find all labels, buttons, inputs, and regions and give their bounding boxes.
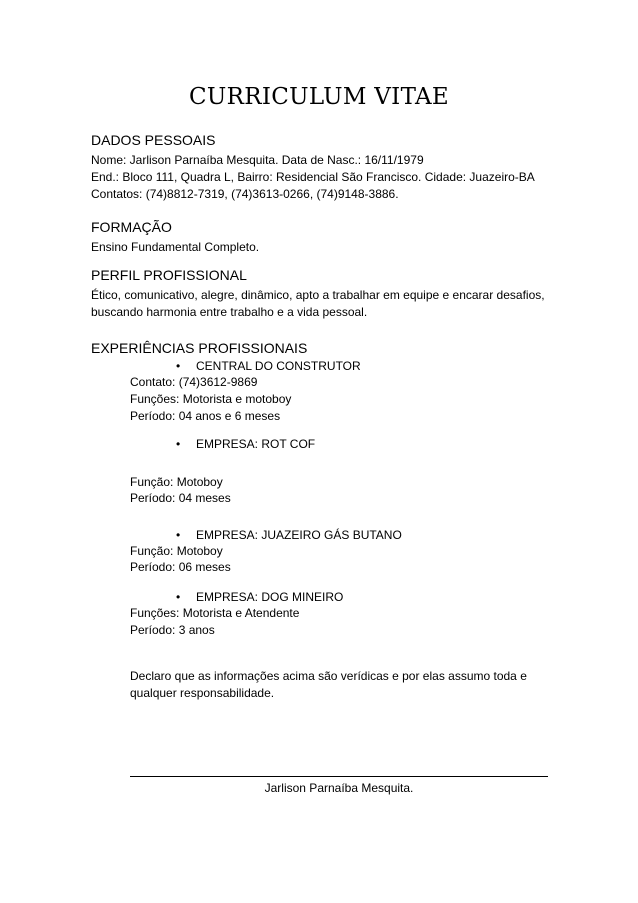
job-detail: Função: Motoboy: [130, 475, 223, 489]
job-item: [176, 437, 315, 451]
profile-line-1: Ético, comunicativo, alegre, dinâmico, apto a trabalhar em equipe e encarar desafios,: [91, 288, 545, 302]
signature-line: [130, 776, 548, 777]
bullet-icon: •: [176, 359, 181, 373]
declaration-line-2: qualquer responsabilidade.: [130, 686, 275, 700]
job-name: CENTRAL DO CONSTRUTOR: [196, 359, 361, 373]
bullet-icon: •: [176, 437, 181, 451]
job-item: [176, 359, 361, 373]
profile-line-2: buscando harmonia entre trabalho e a vida pessoal.: [91, 305, 368, 319]
job-name: EMPRESA: DOG MINEIRO: [196, 590, 344, 604]
section-heading-personal-data: DADOS PESSOAIS: [91, 132, 216, 148]
personal-name-line: Nome: Jarlison Parnaíba Mesquita. Data de Nasc.: 16/11/1979: [91, 153, 424, 167]
job-detail: Funções: Motorista e Atendente: [130, 606, 300, 620]
job-detail: Período: 04 anos e 6 meses: [130, 409, 281, 423]
job-detail: Período: 04 meses: [130, 491, 231, 505]
job-name: EMPRESA: JUAZEIRO GÁS BUTANO: [196, 528, 402, 542]
job-name: EMPRESA: ROT COF: [196, 437, 316, 451]
job-detail: Contato: (74)3612-9869: [130, 375, 258, 389]
job-detail: Período: 06 meses: [130, 560, 231, 574]
education-line: Ensino Fundamental Completo.: [91, 240, 260, 254]
job-detail: Funções: Motorista e motoboy: [130, 392, 292, 406]
job-detail: Período: 3 anos: [130, 623, 215, 637]
job-item: [176, 590, 343, 604]
job-detail: Função: Motoboy: [130, 544, 223, 558]
bullet-icon: •: [176, 590, 181, 604]
personal-address-line: End.: Bloco 111, Quadra L, Bairro: Residencial São Francisco. Cidade: Juazeiro-BA: [91, 170, 535, 184]
job-item: [176, 528, 402, 542]
document-title: CURRICULUM VITAE: [189, 84, 449, 110]
signature-name: Jarlison Parnaíba Mesquita.: [264, 781, 414, 795]
declaration-line-1: Declaro que as informações acima são verídicas e por elas assumo toda e: [130, 669, 527, 683]
section-heading-education: FORMAÇÃO: [91, 219, 172, 235]
bullet-icon: •: [176, 528, 181, 542]
personal-contacts-line: Contatos: (74)8812-7319, (74)3613-0266, (74)9148-3886.: [91, 187, 399, 201]
section-heading-experience: EXPERIÊNCIAS PROFISSIONAIS: [91, 340, 308, 356]
section-heading-profile: PERFIL PROFISSIONAL: [91, 267, 247, 283]
